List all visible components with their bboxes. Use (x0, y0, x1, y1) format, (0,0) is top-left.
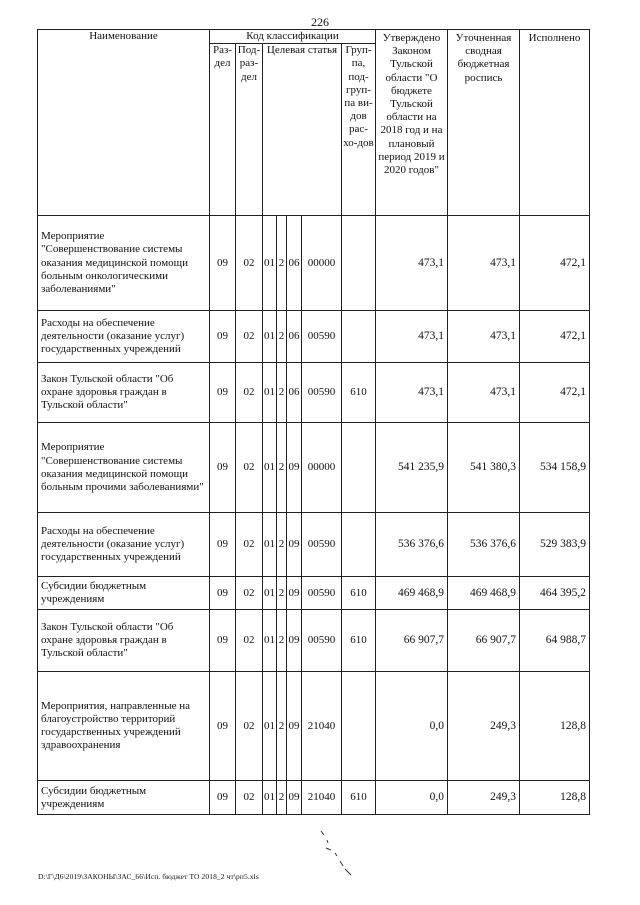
cell-vr (342, 672, 376, 781)
cell-c4: 00590 (302, 363, 342, 423)
cell-c4: 00000 (302, 216, 342, 311)
cell-c1: 01 (263, 781, 277, 815)
cell-c4: 00590 (302, 610, 342, 672)
cell-executed: 128,8 (520, 672, 590, 781)
table-row (38, 216, 590, 311)
cell-vr (342, 513, 376, 577)
cell-pr: 02 (236, 423, 263, 513)
cell-c2: 2 (277, 423, 287, 513)
cell-refined: 473,1 (448, 363, 520, 423)
cell-rz: 09 (210, 423, 236, 513)
file-path-footer: D:\Г\Д6\2019\ЗАКОНЫ\ЗАС_66\Исп. бюджет ТО 2018_2 чт\рп5.xls (38, 872, 259, 881)
cell-c2: 2 (277, 610, 287, 672)
cell-refined: 469 468,9 (448, 577, 520, 610)
cell-refined: 473,1 (448, 216, 520, 311)
header-approved: Утверждено Законом Тульской области "О бюджете Тульской области на 2018 год и на плановый период 2019 и 2020 годов" (376, 30, 448, 216)
header-name: Наименование (38, 30, 210, 216)
cell-c2: 2 (277, 311, 287, 363)
cell-c4: 21040 (302, 672, 342, 781)
cell-refined: 541 380,3 (448, 423, 520, 513)
header-razdel: Раз-дел (210, 44, 236, 216)
header-code-classification: Код классификации (210, 30, 376, 44)
cell-refined: 536 376,6 (448, 513, 520, 577)
cell-approved: 66 907,7 (376, 610, 448, 672)
cell-c3: 06 (287, 216, 302, 311)
cell-rz: 09 (210, 610, 236, 672)
cell-rz: 09 (210, 513, 236, 577)
cell-refined: 66 907,7 (448, 610, 520, 672)
cell-executed: 529 383,9 (520, 513, 590, 577)
cell-rz: 09 (210, 781, 236, 815)
cell-vr: 610 (342, 610, 376, 672)
cell-c3: 06 (287, 311, 302, 363)
cell-executed: 534 158,9 (520, 423, 590, 513)
table-row (38, 672, 590, 781)
page-number: 226 (311, 15, 329, 29)
cell-vr (342, 423, 376, 513)
cell-pr: 02 (236, 311, 263, 363)
cell-approved: 0,0 (376, 672, 448, 781)
cell-executed: 64 988,7 (520, 610, 590, 672)
cell-pr: 02 (236, 216, 263, 311)
cell-approved: 541 235,9 (376, 423, 448, 513)
cell-approved: 536 376,6 (376, 513, 448, 577)
cell-rz: 09 (210, 577, 236, 610)
table-row (38, 363, 590, 423)
cell-name: Мероприятие "Совершенствование системы оказания медицинской помощи больным прочими заболеваниями" (38, 423, 210, 513)
table-row (38, 311, 590, 363)
cell-name: Мероприятия, направленные на благоустройство территорий государственных учреждений здравоохранения (38, 672, 210, 781)
cell-name: Закон Тульской области "Об охране здоровья граждан в Тульской области" (38, 610, 210, 672)
table-row (38, 577, 590, 610)
header-podrazdel: Под-раз-дел (236, 44, 263, 216)
cell-name: Закон Тульской области "Об охране здоровья граждан в Тульской области" (38, 363, 210, 423)
cell-approved: 0,0 (376, 781, 448, 815)
cell-refined: 249,3 (448, 781, 520, 815)
ink-mark (318, 828, 358, 878)
cell-executed: 472,1 (520, 216, 590, 311)
table-row (38, 423, 590, 513)
cell-pr: 02 (236, 513, 263, 577)
cell-executed: 464 395,2 (520, 577, 590, 610)
cell-c3: 09 (287, 781, 302, 815)
cell-c2: 2 (277, 672, 287, 781)
cell-name: Мероприятие "Совершенствование системы оказания медицинской помощи больным онкологическими заболеваниями" (38, 216, 210, 311)
cell-c2: 2 (277, 781, 287, 815)
cell-rz: 09 (210, 216, 236, 311)
cell-vr: 610 (342, 781, 376, 815)
cell-name: Субсидии бюджетным учреждениям (38, 577, 210, 610)
cell-c2: 2 (277, 577, 287, 610)
cell-c1: 01 (263, 577, 277, 610)
cell-c4: 00000 (302, 423, 342, 513)
cell-vr: 610 (342, 363, 376, 423)
cell-name: Расходы на обеспечение деятельности (оказание услуг) государственных учреждений (38, 311, 210, 363)
cell-c4: 00590 (302, 577, 342, 610)
cell-c3: 09 (287, 577, 302, 610)
header-refined: Уточненная сводная бюджетная роспись (448, 30, 520, 216)
cell-approved: 473,1 (376, 216, 448, 311)
cell-c3: 09 (287, 672, 302, 781)
header-celevaya: Целевая статья (263, 44, 342, 216)
cell-c1: 01 (263, 610, 277, 672)
cell-vr (342, 216, 376, 311)
cell-approved: 469 468,9 (376, 577, 448, 610)
cell-c1: 01 (263, 363, 277, 423)
cell-c1: 01 (263, 672, 277, 781)
cell-c1: 01 (263, 513, 277, 577)
cell-c4: 00590 (302, 311, 342, 363)
cell-rz: 09 (210, 672, 236, 781)
cell-pr: 02 (236, 610, 263, 672)
cell-c4: 00590 (302, 513, 342, 577)
cell-vr (342, 311, 376, 363)
table-row (38, 610, 590, 672)
cell-c1: 01 (263, 423, 277, 513)
table-row (38, 781, 590, 815)
cell-c3: 06 (287, 363, 302, 423)
cell-c2: 2 (277, 216, 287, 311)
budget-table (37, 29, 590, 815)
cell-c2: 2 (277, 363, 287, 423)
cell-approved: 473,1 (376, 311, 448, 363)
cell-pr: 02 (236, 577, 263, 610)
cell-rz: 09 (210, 363, 236, 423)
header-gruppa: Груп-па, под-груп-па ви-дов рас-хо-дов (342, 44, 376, 216)
cell-name: Субсидии бюджетным учреждениям (38, 781, 210, 815)
cell-name: Расходы на обеспечение деятельности (оказание услуг) государственных учреждений (38, 513, 210, 577)
cell-c3: 09 (287, 423, 302, 513)
cell-refined: 249,3 (448, 672, 520, 781)
cell-c1: 01 (263, 311, 277, 363)
cell-c2: 2 (277, 513, 287, 577)
cell-c3: 09 (287, 610, 302, 672)
cell-pr: 02 (236, 363, 263, 423)
cell-pr: 02 (236, 781, 263, 815)
cell-executed: 472,1 (520, 311, 590, 363)
table-row (38, 513, 590, 577)
cell-c4: 21040 (302, 781, 342, 815)
cell-vr: 610 (342, 577, 376, 610)
cell-executed: 128,8 (520, 781, 590, 815)
header-executed: Исполнено (520, 30, 590, 216)
cell-approved: 473,1 (376, 363, 448, 423)
cell-refined: 473,1 (448, 311, 520, 363)
cell-executed: 472,1 (520, 363, 590, 423)
cell-c3: 09 (287, 513, 302, 577)
cell-pr: 02 (236, 672, 263, 781)
cell-c1: 01 (263, 216, 277, 311)
cell-rz: 09 (210, 311, 236, 363)
